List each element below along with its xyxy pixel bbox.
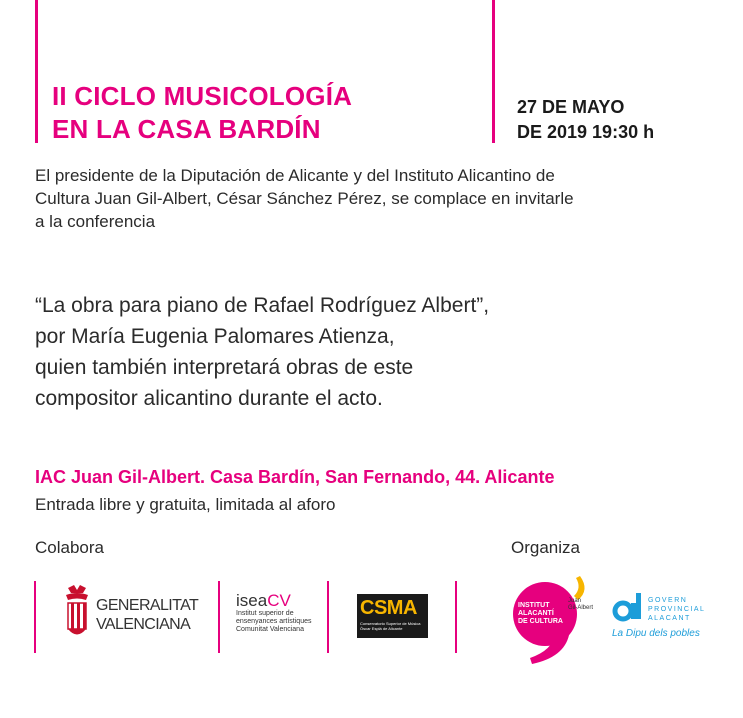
generalitat-line2: VALENCIANA	[96, 616, 191, 633]
iac-line1: INSTITUT	[518, 602, 550, 609]
diputacion-line3: ALACANT	[648, 615, 691, 622]
quote-line1: “La obra para piano de Rafael Rodríguez Albert”,	[35, 294, 490, 317]
diputacion-line2: PROVINCIAL	[648, 606, 706, 613]
generalitat-line1: GENERALITAT	[96, 597, 199, 614]
generalitat-crest-icon	[62, 584, 92, 642]
diputacion-al-icon	[612, 592, 642, 624]
invitation-intro	[35, 164, 725, 233]
iac-line2: ALACANTÍ	[518, 610, 554, 617]
diputacion-line1: GOVERN	[648, 597, 688, 604]
iac-text	[518, 602, 563, 626]
event-date-line2: DE 2019 19:30 h	[517, 122, 655, 142]
iseacv-line1: Institut superior de	[236, 610, 294, 617]
logo-separator-2	[218, 581, 220, 653]
diputacion-text	[648, 596, 705, 623]
header-left-rule	[35, 0, 38, 143]
iseacv-brand-b: CV	[267, 591, 291, 610]
intro-line1: El presidente de la Diputación de Alicante y del Instituto Alicantino de	[35, 166, 555, 185]
logo-separator-1	[34, 581, 36, 653]
iseacv-line3: Comunitat Valenciana	[236, 626, 304, 633]
iac-juan: Juan	[568, 598, 582, 604]
iac-gil: Gil-Albert	[568, 605, 594, 611]
iac-line3: DE CULTURA	[518, 618, 563, 625]
event-title-line1: II CICLO MUSICOLOGÍA	[52, 81, 353, 111]
iseacv-brand-a: isea	[236, 591, 268, 610]
iseacv-brand	[236, 592, 316, 610]
generalitat-logo	[62, 584, 202, 644]
header-middle-rule	[492, 0, 495, 143]
csma-brand: CSMA	[360, 597, 417, 619]
quote-line3: quien también interpretará obras de este	[35, 356, 414, 379]
iac-name	[568, 598, 593, 612]
event-title	[52, 80, 352, 146]
organiza-label: Organiza	[511, 538, 580, 557]
intro-line3: a la conferencia	[35, 212, 156, 231]
intro-line2: Cultura Juan Gil-Albert, César Sánchez Pérez, se complace en invitarle	[35, 189, 574, 208]
diputacion-logo	[612, 592, 708, 644]
venue-address: IAC Juan Gil-Albert. Casa Bardín, San Fernando, 44. Alicante	[35, 467, 555, 487]
logo-separator-4	[455, 581, 457, 653]
event-date	[517, 95, 654, 145]
csma-line1: Conservatorio Superior de Música	[360, 621, 421, 626]
iseacv-logo	[236, 592, 316, 642]
conference-description	[35, 290, 725, 414]
iac-logo	[510, 568, 602, 666]
csma-line2: Óscar Esplá de Alicante	[360, 626, 403, 631]
csma-subtitle	[360, 621, 420, 631]
iseacv-subtitle	[236, 610, 316, 634]
quote-line2: por María Eugenia Palomares Atienza,	[35, 325, 395, 348]
diputacion-tagline: La Dipu dels pobles	[612, 628, 700, 639]
event-date-line1: 27 DE MAYO	[517, 97, 625, 117]
generalitat-logo-text	[96, 596, 198, 634]
event-title-line2: EN LA CASA BARDÍN	[52, 114, 321, 144]
entry-info: Entrada libre y gratuita, limitada al aforo	[35, 495, 336, 514]
csma-logo	[357, 594, 428, 638]
iseacv-line2: ensenyances artístiques	[236, 618, 312, 625]
colabora-label: Colabora	[35, 538, 104, 557]
quote-line4: compositor alicantino durante el acto.	[35, 387, 383, 410]
logo-separator-3	[327, 581, 329, 653]
